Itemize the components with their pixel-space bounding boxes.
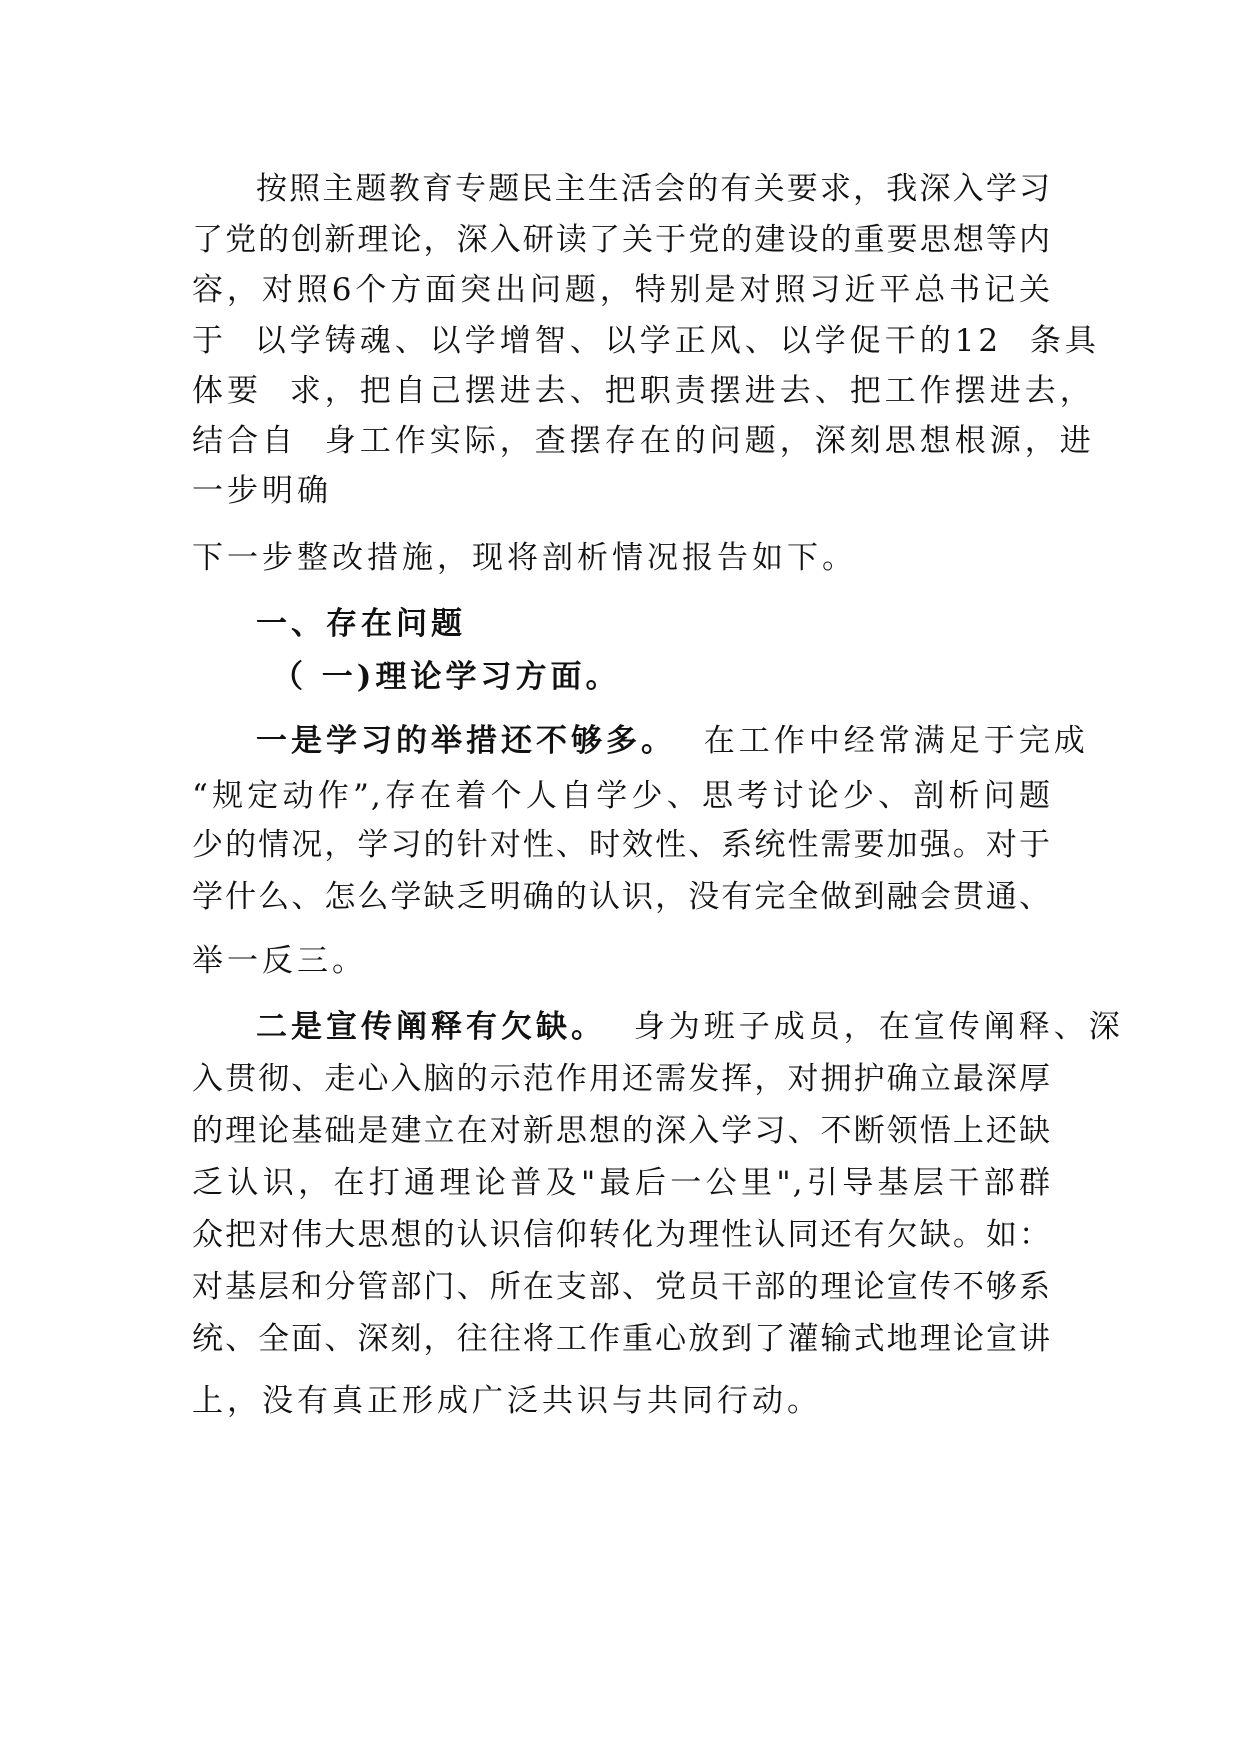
point-2-title: 二是宣传阐释有欠缺。 xyxy=(256,1009,606,1045)
point-2-line-4: 乏认识，在打通理论普及"最后一公里",引导基层干部群 xyxy=(192,1165,1052,1201)
intro-line-1: 按照主题教育专题民主生活会的有关要求，我深入学习 xyxy=(256,171,1052,207)
intro-line-4: 于 以学铸魂、以学增智、以学正风、以学促干的12 条具 xyxy=(192,323,1100,359)
point-2-line-6: 对基层和分管部门、所在支部、党员干部的理论宣传不够系 xyxy=(192,1269,1052,1305)
point-2-line-1: 身为班子成员，在宣传阐释、深 xyxy=(606,1009,1124,1045)
intro-line-8: 下一步整改措施，现将剖析情况报告如下。 xyxy=(192,540,857,576)
point-1-line-3: 少的情况，学习的针对性、时效性、系统性需要加强。对于 xyxy=(192,827,1052,863)
intro-line-3: 容，对照6个方面突出问题，特别是对照习近平总书记关 xyxy=(192,272,1052,308)
point-1-line-2: “规定动作”,存在着个人自学少、思考讨论少、剖析问题 xyxy=(192,778,1052,814)
point-2-line-8: 上，没有真正形成广泛共识与共同行动。 xyxy=(192,1383,822,1419)
point-2-first-line xyxy=(256,1006,1124,1048)
section-subheading: （ 一)理论学习方面。 xyxy=(272,659,621,695)
point-1-line-1: 在工作中经常满足于完成 xyxy=(676,723,1089,759)
point-2-line-7: 统、全面、深刻，往往将工作重心放到了灌输式地理论宣讲 xyxy=(192,1321,1052,1357)
intro-line-2: 了党的创新理论，深入研读了关于党的建设的重要思想等内 xyxy=(192,222,1052,258)
point-1-title: 一是学习的举措还不够多。 xyxy=(256,723,676,759)
intro-line-5: 体要 求，把自己摆进去、把职责摆进去、把工作摆进去， xyxy=(192,373,1095,409)
point-1-line-4: 学什么、怎么学缺乏明确的认识，没有完全做到融会贯通、 xyxy=(192,879,1052,915)
point-1-first-line xyxy=(256,720,1089,762)
point-2-line-2: 入贯彻、走心入脑的示范作用还需发挥，对拥护确立最深厚 xyxy=(192,1061,1052,1097)
section-heading: 一、存在问题 xyxy=(256,606,466,642)
point-1-line-5: 举一反三。 xyxy=(192,943,367,979)
point-2-line-3: 的理论基础是建立在对新思想的深入学习、不断领悟上还缺 xyxy=(192,1113,1052,1149)
intro-line-6: 结合自 身工作实际，查摆存在的问题，深刻思想根源，进 xyxy=(192,423,1095,459)
intro-line-7: 一步明确 xyxy=(192,473,332,509)
point-2-line-5: 众把对伟大思想的认识信仰转化为理性认同还有欠缺。如： xyxy=(192,1217,1052,1253)
